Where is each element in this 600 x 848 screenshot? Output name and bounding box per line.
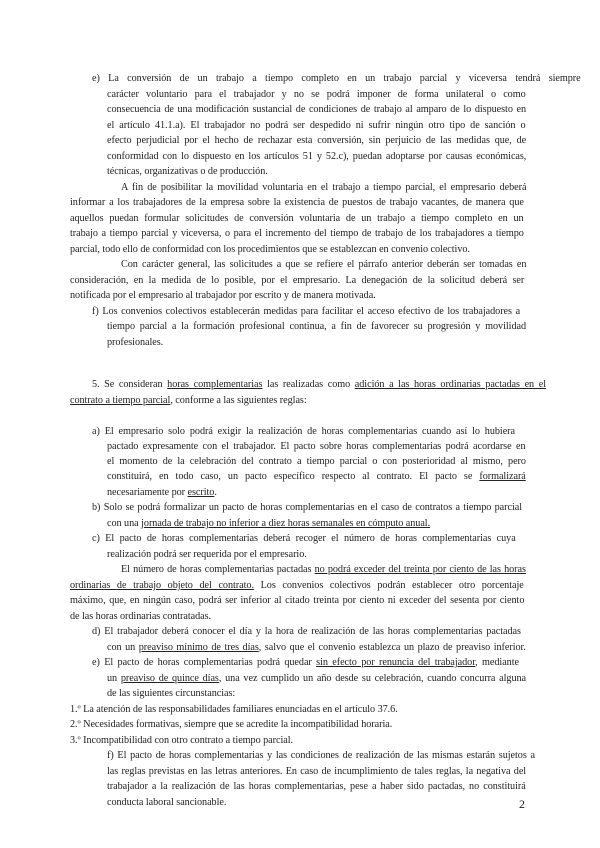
text-run: el artículo 41.1.a). El trabajador no podrá ser despedido ni sufrir ningún otro tipo de sanción o (107, 120, 526, 131)
text-run: constituirá, en todo caso, un pacto específico respecto al contrato. El pacto se (107, 471, 480, 482)
text-line (70, 719, 392, 731)
text-line (70, 595, 524, 607)
text-run: consecuencia de una modificación sustancial de condiciones de trabajo al amparo de lo dispuesto en (107, 104, 527, 115)
text-line (107, 471, 526, 483)
text-run: d) El trabajador deberá conocer el día y la hora de realización de las horas complementarias pactadas (92, 626, 521, 637)
text-line (92, 533, 516, 545)
text-line (70, 213, 524, 225)
text-run: profesionales. (107, 337, 164, 348)
underlined-phrase: horas complementarias (167, 379, 263, 390)
text-run: parcial, todo ello de conformidad con los procedimientos que se establezcan en convenio colectivo. (70, 244, 470, 255)
text-run: Los convenios colectivos podrán establecer otro porcentaje (253, 580, 524, 591)
text-run: e) El pacto de horas complementarias podrá quedar (92, 657, 317, 668)
text-line (107, 89, 526, 101)
text-line (70, 275, 524, 287)
text-run: , una vez cumplido un año desde su celebración, cuando concurra alguna (218, 673, 527, 684)
text-line (107, 750, 535, 762)
underlined-phrase: contrato a tiempo parcial (70, 395, 171, 406)
text-line (107, 104, 526, 116)
underlined-phrase: preaviso mínimo de tres días (138, 642, 259, 653)
text-line (107, 321, 526, 333)
text-line (107, 441, 526, 453)
text-run: 2.º Necesidades formativas, siempre que se acredite la incompatibilidad horaria. (70, 719, 393, 730)
text-line (107, 797, 226, 809)
text-run: consideración, en la medida de lo posible, por el empresario. La denegación de la solicitud deberá ser (70, 275, 525, 286)
text-line (92, 306, 520, 318)
text-run: de las horas ordinarias contratadas. (70, 611, 212, 622)
text-run: las reglas previstas en las letras anteriores. En caso de incumplimiento de tales reglas, la negativa del (107, 766, 527, 777)
text-run: , mediante (475, 657, 519, 668)
text-line (107, 166, 268, 178)
text-run: técnicas, organizativas o de producción. (107, 166, 268, 177)
text-run: tiempo parcial a la formación profesional continua, a fin de favorecer su progresión y movilidad (107, 321, 526, 332)
text-line (70, 197, 524, 209)
text-run: 5. Se consideran (92, 379, 168, 390)
text-run: , salvo que el convenio establezca un plazo de preaviso inferior. (258, 642, 526, 653)
underlined-phrase: sin efecto por renuncia del trabajador (316, 657, 476, 668)
text-line (92, 657, 519, 669)
text-run: . (214, 487, 217, 498)
text-line (121, 564, 526, 576)
text-run: 1.º La atención de las responsabilidades familiares enunciadas en el artículo 37.6. (70, 704, 398, 715)
text-run: efecto perjudicial por el hecho de rechazar esta conversión, sin perjuicio de las medidas que, de (107, 135, 527, 146)
text-line (107, 120, 526, 132)
text-line (107, 135, 526, 147)
text-run: con una (107, 518, 142, 529)
text-line (107, 673, 526, 685)
underlined-phrase: adición a las horas ordinarias pactadas en el (354, 379, 546, 390)
text-line (107, 766, 526, 778)
text-run: f) Los convenios colectivos establecerán medidas para facilitar el acceso efectivo de los trabajadores a (92, 306, 521, 317)
underlined-phrase: escrito (187, 487, 215, 498)
page-number: 2 (519, 797, 525, 811)
text-run: necesariamente por (107, 487, 188, 498)
text-run: máximo, que, en ningún caso, podrá ser inferior al citado treinta por ciento ni exceder del sesenta por ciento (70, 595, 525, 606)
text-line (70, 580, 524, 592)
text-line (92, 502, 522, 514)
text-run: trabajo a tiempo parcial y viceversa, o para el incremento del tiempo de trabajo de los trabajadores a tiempo (70, 228, 524, 239)
text-run: Con carácter general, las solicitudes a que se refiere el párrafo anterior deberán ser tomadas en (121, 259, 527, 270)
text-line (121, 182, 526, 194)
text-line (70, 704, 398, 716)
text-run: aquellos puedan formular solicitudes de conversión voluntaria de un trabajo a tiempo completo en un (70, 213, 524, 224)
text-line (107, 456, 526, 468)
text-line (107, 337, 163, 349)
text-line (107, 688, 235, 700)
text-line (107, 549, 307, 561)
text-line (92, 379, 546, 391)
text-run: trabajador a la realización de las horas complementarias, pese a haber sido pactadas, no constituirá (107, 781, 526, 792)
text-line (70, 735, 293, 747)
text-line (70, 228, 524, 240)
text-run: c) El pacto de horas complementarias deberá recoger el número de horas complementarias cuya (92, 533, 516, 544)
text-run: notificada por el empresario al trabajador por escrito y de manera motivada. (70, 290, 376, 301)
text-line (107, 642, 526, 654)
underlined-phrase: formalizará (479, 471, 526, 482)
text-run: pactado expresamente con el trabajador. El pacto sobre horas complementarias podrá acordarse en (107, 441, 526, 452)
text-run: El número de horas complementarias pactadas (121, 564, 315, 575)
text-line (92, 73, 581, 85)
text-run: b) Solo se podrá formalizar un pacto de horas complementarias en el caso de contratos a tiempo parcial (92, 502, 522, 513)
text-run: realización podrá ser requerida por el empresario. (107, 549, 307, 560)
text-line (70, 290, 376, 302)
text-line (107, 518, 430, 530)
underlined-phrase: no podrá exceder del treinta por ciento de las horas (314, 564, 526, 575)
text-line (121, 259, 526, 271)
text-run: carácter voluntario para el trabajador y no se podrá imponer de forma unilateral o como (107, 89, 526, 100)
text-run: conducta laboral sancionable. (107, 797, 227, 808)
text-run: A fin de posibilitar la movilidad voluntaria en el trabajo a tiempo parcial, el empresario deberá (121, 182, 527, 193)
text-run: un (107, 673, 121, 684)
text-line (107, 487, 217, 499)
text-run: a) El empresario solo podrá exigir la realización de horas complementarias cuando así lo hubiera (92, 426, 515, 437)
text-run: 3.º Incompatibilidad con otro contrato a tiempo parcial. (70, 735, 293, 746)
text-line (92, 626, 521, 638)
text-run: de las siguientes circunstancias: (107, 688, 236, 699)
text-run: e) La conversión de un trabajo a tiempo completo en un trabajo parcial y viceversa tendrá siempre (92, 73, 581, 84)
text-line (70, 395, 307, 407)
text-line (70, 244, 470, 256)
underlined-phrase: jornada de trabajo no inferior a diez horas semanales en cómputo anual. (141, 518, 431, 529)
text-run: las realizadas como (262, 379, 355, 390)
text-line (107, 151, 526, 163)
text-run: conformidad con lo dispuesto en los artículos 51 y 52.c), puedan adoptarse por causas económicas, (107, 151, 527, 162)
underlined-phrase: ordinarias de trabajo objeto del contrato. (70, 580, 254, 591)
text-line (70, 611, 211, 623)
text-run: el momento de la celebración del contrato a tiempo parcial o con posterioridad al mismo, pero (107, 456, 526, 467)
text-line (107, 781, 526, 793)
text-run: f) El pacto de horas complementarias y las condiciones de realización de las mismas estarán sujetos a (107, 750, 535, 761)
text-line (92, 426, 515, 438)
text-run: informar a los trabajadores de la empresa sobre la existencia de puestos de trabajo vacantes, de manera que (70, 197, 524, 208)
underlined-phrase: preaviso de quince días (120, 673, 219, 684)
text-run: con un (107, 642, 139, 653)
text-run: , conforme a las siguientes reglas: (170, 395, 307, 406)
